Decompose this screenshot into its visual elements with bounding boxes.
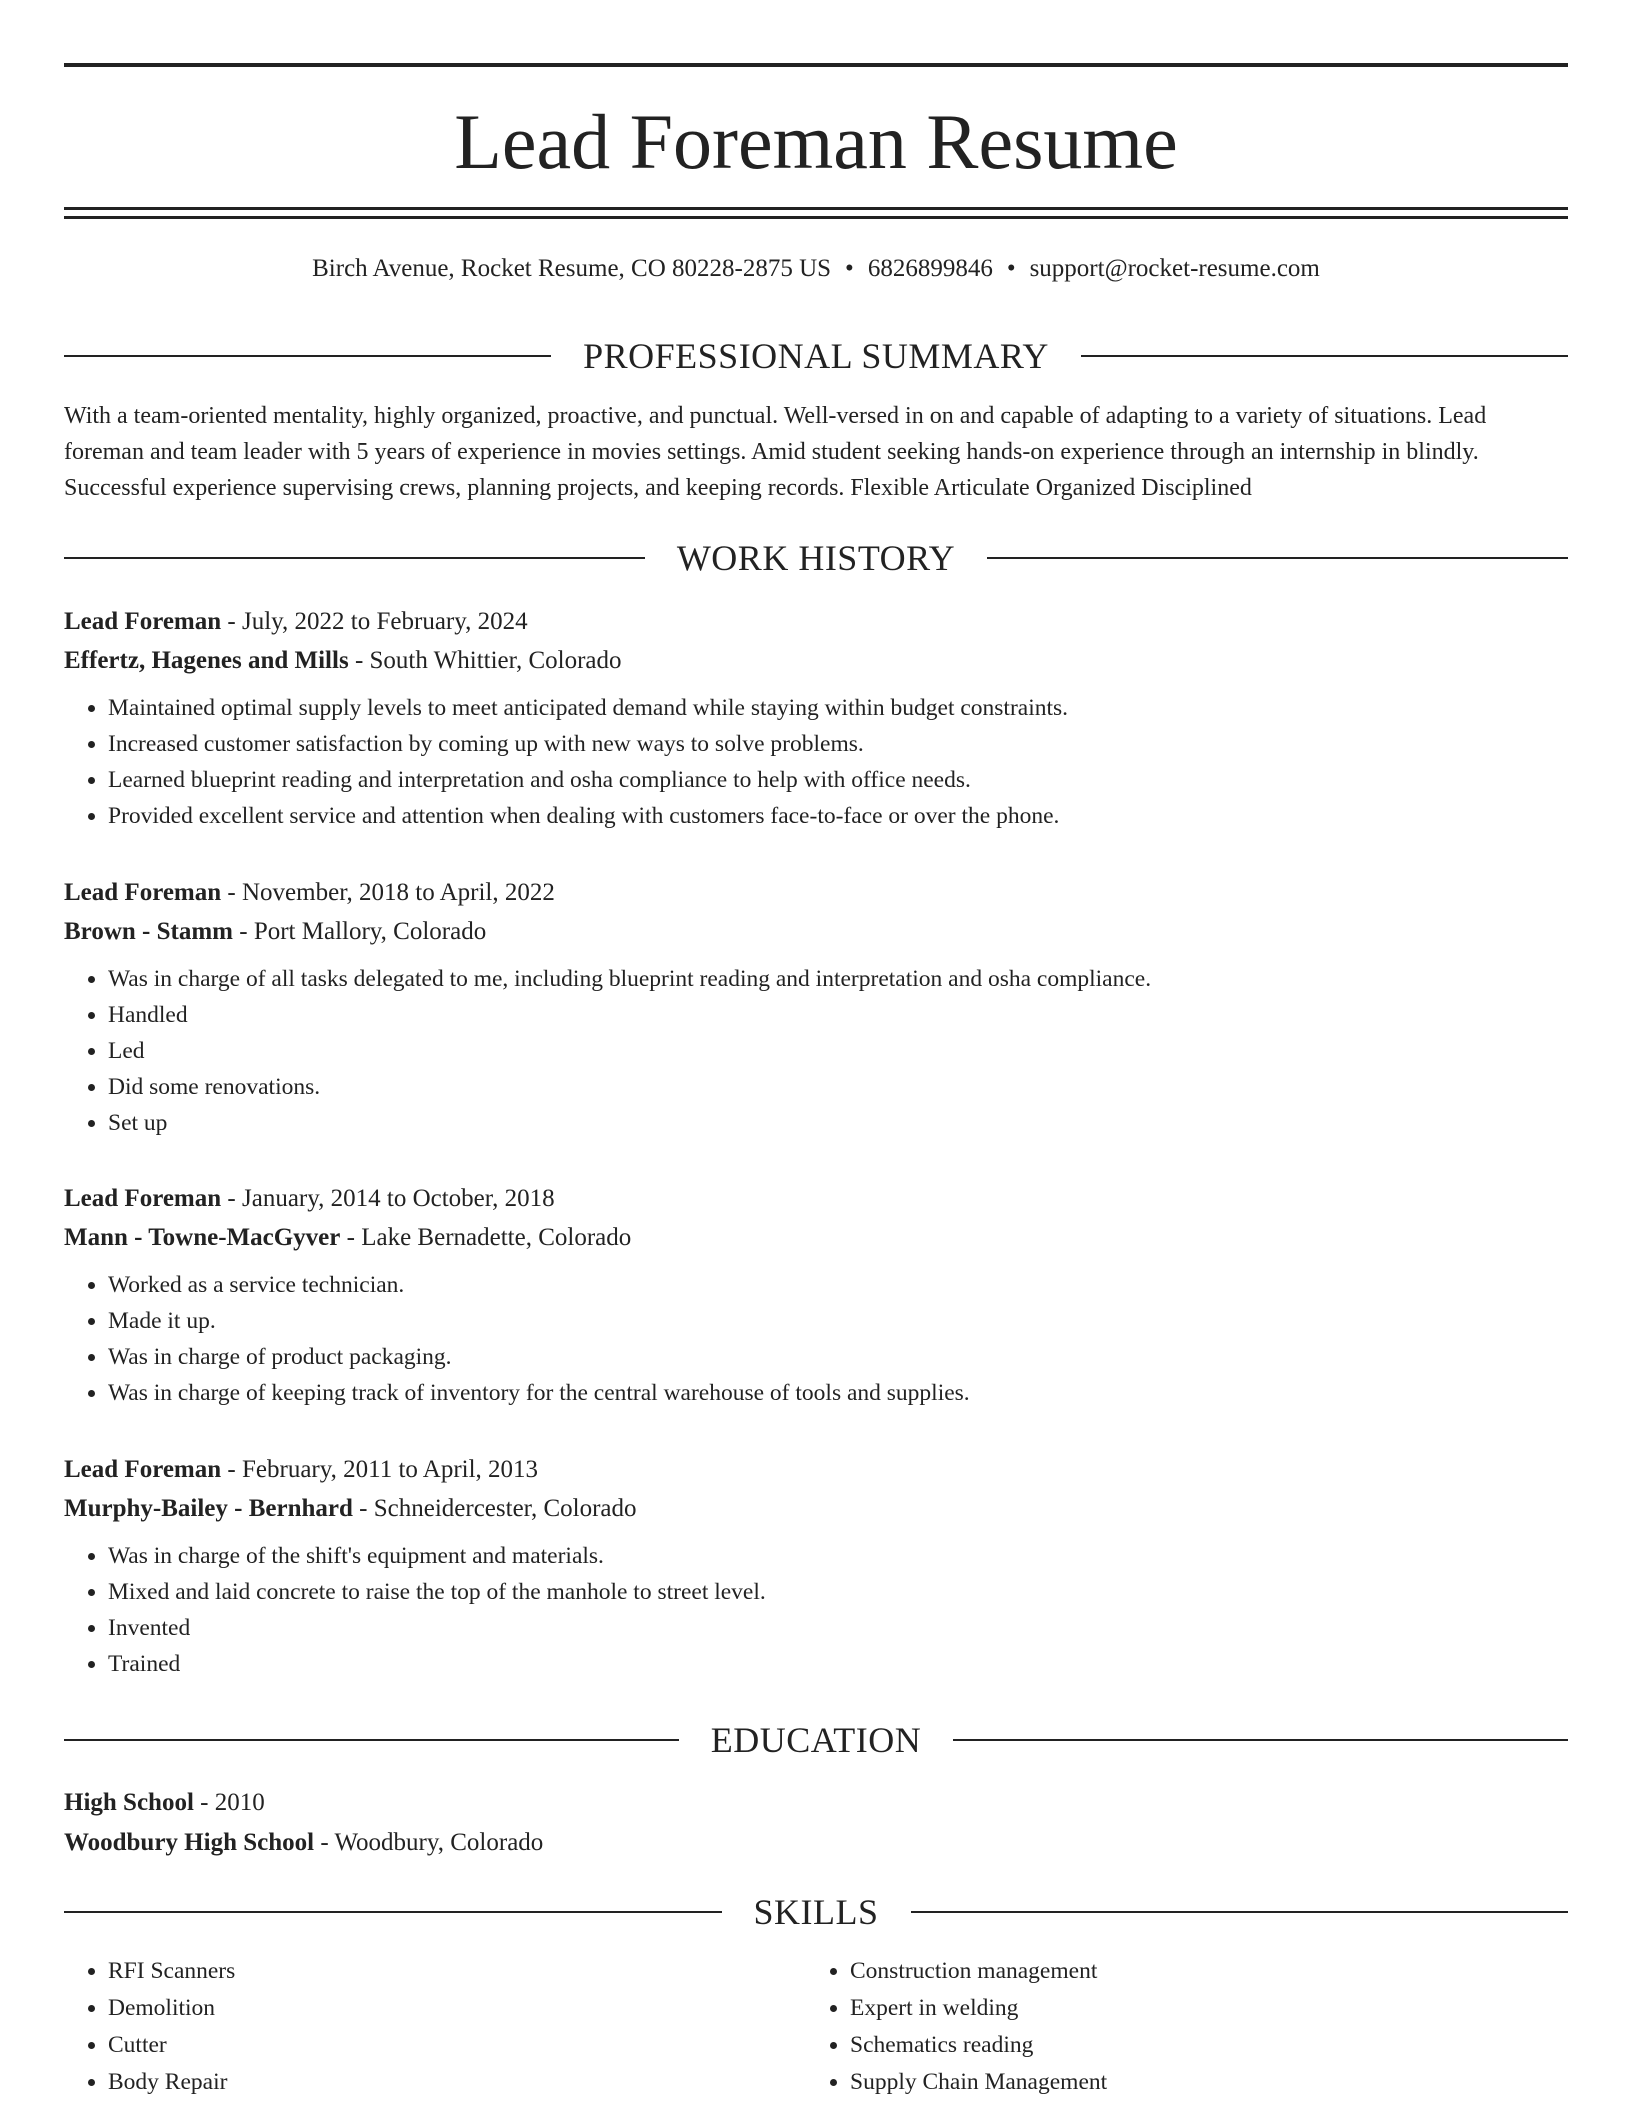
skill-item: • Supply Chain Management <box>850 2064 1548 2101</box>
skills-column-left <box>64 1953 806 2101</box>
job-company-line <box>64 641 1568 680</box>
heading-rule <box>987 557 1568 559</box>
job-bullet: • Increased customer satisfaction by coming up with new ways to solve problems. <box>108 726 1568 762</box>
job-location: Port Mallory, Colorado <box>253 918 487 945</box>
job-company: Effertz, Hagenes and Mills <box>64 647 349 674</box>
title-block <box>64 63 1568 219</box>
job-title-line <box>64 602 1568 641</box>
skill-item: • Demolition <box>108 1990 806 2027</box>
contact-line <box>64 252 1568 286</box>
job-entry <box>64 1450 1568 1682</box>
job-company-line <box>64 912 1568 951</box>
section-heading-education <box>64 1718 1568 1762</box>
education-location: Woodbury, Colorado <box>334 1829 544 1856</box>
contact-email[interactable]: support@rocket-resume.com <box>1029 255 1320 282</box>
contact-separator: • <box>845 255 854 282</box>
section-title: EDUCATION <box>710 1720 922 1760</box>
job-location: Lake Bernadette, Colorado <box>361 1224 632 1251</box>
skills-column-right <box>806 1953 1548 2101</box>
job-dates: February, 2011 to April, 2013 <box>242 1456 539 1483</box>
job-bullet: • Set up <box>108 1105 1568 1141</box>
dash: - <box>232 918 254 945</box>
section-title: PROFESSIONAL SUMMARY <box>583 336 1049 376</box>
contact-phone: 6826899846 <box>867 255 993 282</box>
job-bullet: • Invented <box>108 1610 1568 1646</box>
skill-item: • Construction management <box>850 1953 1548 1990</box>
heading-rule <box>64 557 645 559</box>
heading-rule <box>911 1911 1569 1913</box>
heading-rule <box>64 355 551 357</box>
education-school-line <box>64 1823 1568 1863</box>
job-bullet: • Was in charge of keeping track of inventory for the central warehouse of tools and supplies. <box>108 1375 1568 1411</box>
job-company: Murphy-Bailey - Bernhard <box>64 1495 353 1522</box>
section-title: WORK HISTORY <box>676 538 956 578</box>
skill-item: • Schematics reading <box>850 2027 1548 2064</box>
job-bullet: • Worked as a service technician. <box>108 1267 1568 1303</box>
dash: - <box>348 647 370 674</box>
job-title: Lead Foreman <box>64 879 222 906</box>
job-bullets <box>64 961 1568 1141</box>
job-bullet: • Trained <box>108 1646 1568 1682</box>
job-bullet: • Was in charge of all tasks delegated to me, including blueprint reading and interpretation and osha compliance. <box>108 961 1568 997</box>
job-entry <box>64 873 1568 1141</box>
skill-item: • RFI Scanners <box>108 1953 806 1990</box>
job-entry <box>64 602 1568 834</box>
dash: - <box>314 1829 335 1856</box>
job-location: Schneidercester, Colorado <box>373 1495 637 1522</box>
job-title: Lead Foreman <box>64 608 222 635</box>
dash: - <box>221 608 242 635</box>
job-dates: July, 2022 to February, 2024 <box>242 608 528 635</box>
contact-address: Birch Avenue, Rocket Resume, CO 80228-2875 US <box>312 255 832 282</box>
summary-text: With a team-oriented mentality, highly organized, proactive, and punctual. Well-versed in on and capable of adapting to a variety of situations. Lead foreman and team leader with 5 years of experience in movies settings. Amid student seeking hands-on experience through an internship in blindly. Successful experience supervising crews, planning projects, and keeping records. Flexible Articulate Organized Disciplined <box>64 403 1487 501</box>
education-entry <box>64 1783 1568 1863</box>
section-heading-skills <box>64 1890 1568 1934</box>
heading-rule <box>1081 355 1568 357</box>
job-bullets <box>64 690 1568 834</box>
job-company-line <box>64 1218 1568 1257</box>
dash: - <box>221 1456 242 1483</box>
job-bullet: • Was in charge of the shift's equipment and materials. <box>108 1538 1568 1574</box>
heading-rule <box>64 1911 722 1913</box>
title-rule-lower <box>64 216 1568 219</box>
job-bullet: • Maintained optimal supply levels to meet anticipated demand while staying within budget constraints. <box>108 690 1568 726</box>
job-title: Lead Foreman <box>64 1456 222 1483</box>
job-bullet: • Did some renovations. <box>108 1069 1568 1105</box>
dash: - <box>221 1185 242 1212</box>
section-heading-work-history <box>64 536 1568 580</box>
heading-rule <box>953 1739 1568 1741</box>
heading-rule <box>64 1739 679 1741</box>
education-school: Woodbury High School <box>64 1829 315 1856</box>
job-title: Lead Foreman <box>64 1185 222 1212</box>
job-title-line <box>64 1450 1568 1489</box>
contact-separator: • <box>1006 255 1016 282</box>
job-entry <box>64 1179 1568 1411</box>
skill-item: • Cutter <box>108 2027 806 2064</box>
dash: - <box>352 1495 374 1522</box>
job-bullets <box>64 1267 1568 1411</box>
dash: - <box>193 1789 215 1816</box>
title-rule-upper <box>64 207 1568 210</box>
education-degree: High School <box>64 1789 194 1816</box>
dash: - <box>340 1224 362 1251</box>
job-dates: November, 2018 to April, 2022 <box>242 879 555 906</box>
job-bullet: • Made it up. <box>108 1303 1568 1339</box>
education-year: 2010 <box>214 1789 265 1816</box>
skill-item: • Expert in welding <box>850 1990 1548 2027</box>
skill-item: • Body Repair <box>108 2064 806 2101</box>
skills-list <box>64 1953 1568 2101</box>
job-bullet: • Handled <box>108 997 1568 1033</box>
job-bullets <box>64 1538 1568 1682</box>
page-title: Lead Foreman Resume <box>454 98 1178 185</box>
job-title-line <box>64 1179 1568 1218</box>
job-dates: January, 2014 to October, 2018 <box>242 1185 555 1212</box>
job-company: Mann - Towne-MacGyver <box>64 1224 341 1251</box>
job-bullet: • Mixed and laid concrete to raise the top of the manhole to street level. <box>108 1574 1568 1610</box>
job-bullet: • Learned blueprint reading and interpretation and osha compliance to help with office needs. <box>108 762 1568 798</box>
education-degree-line <box>64 1783 1568 1823</box>
job-company: Brown - Stamm <box>64 918 233 945</box>
job-bullet: • Provided excellent service and attention when dealing with customers face-to-face or over the phone. <box>108 798 1568 834</box>
job-company-line <box>64 1489 1568 1528</box>
job-bullet: • Was in charge of product packaging. <box>108 1339 1568 1375</box>
job-title-line <box>64 873 1568 912</box>
section-title: SKILLS <box>753 1892 879 1932</box>
dash: - <box>221 879 242 906</box>
section-heading-summary <box>64 334 1568 378</box>
job-location: South Whittier, Colorado <box>369 647 622 674</box>
job-bullet: • Led <box>108 1033 1568 1069</box>
